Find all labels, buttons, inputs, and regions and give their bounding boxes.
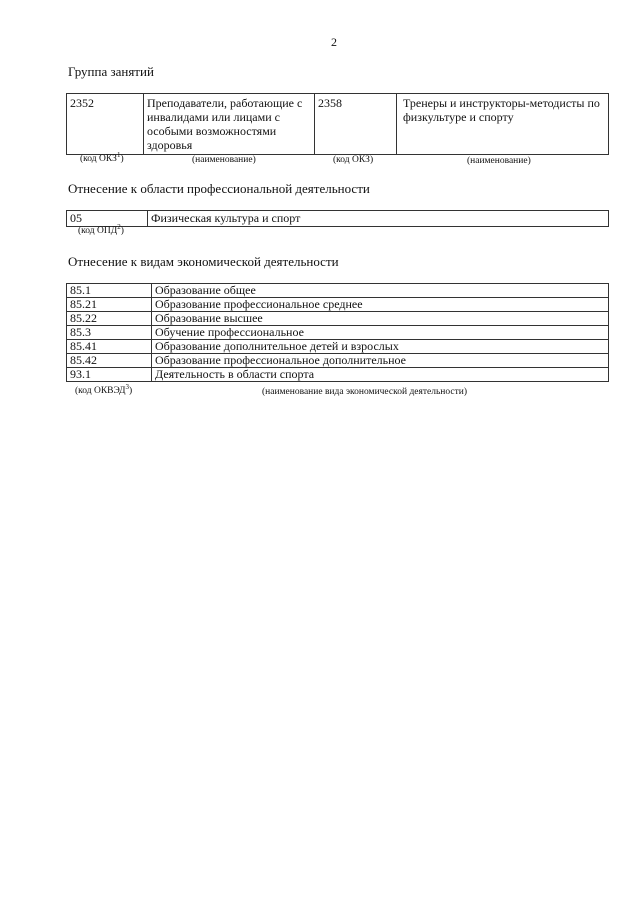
table-row [67, 298, 609, 312]
okved-name-caption: (наименование вида экономической деятельности) [262, 387, 467, 397]
okved-code-cell: 85.1 [67, 284, 152, 298]
opd-code-caption: (код ОПД$^2$) [78, 223, 124, 236]
occupation-group-table [66, 93, 609, 155]
okved-name-cell: Образование профессиональное дополнительное [152, 354, 609, 368]
okz-code-caption-2: (код ОКЗ) [333, 155, 374, 165]
okved-name-cell: Образование профессиональное среднее [152, 298, 609, 312]
occupation-group-title: Группа занятий [68, 64, 154, 79]
economic-activity-title: Отнесение к видам экономической деятельности [68, 254, 339, 269]
professional-area-table [66, 210, 609, 227]
page-number: 2 [331, 35, 337, 49]
okved-code-caption: (код ОКВЭД$^3$) [75, 383, 133, 396]
okved-code-cell: 85.22 [67, 312, 152, 326]
okved-code-cell: 85.41 [67, 340, 152, 354]
table-row [67, 368, 609, 382]
opd-code-cell: 05 [67, 211, 148, 227]
okz-code-cell: 2358 [315, 94, 397, 155]
okved-name-cell: Образование общее [152, 284, 609, 298]
table-row [67, 340, 609, 354]
okved-code-cell: 85.42 [67, 354, 152, 368]
okz-name-caption: (наименование) [192, 155, 256, 165]
table-row [67, 284, 609, 298]
okved-name-cell: Деятельность в области спорта [152, 368, 609, 382]
professional-area-title: Отнесение к области профессиональной деятельности [68, 181, 370, 196]
economic-activity-table [66, 283, 609, 382]
okved-name-cell: Обучение профессиональное [152, 326, 609, 340]
okz-code-cell: 2352 [67, 94, 144, 155]
okz-code-caption: (код ОКЗ$^1$) [80, 151, 124, 164]
table-row [67, 94, 609, 155]
okved-code-cell: 93.1 [67, 368, 152, 382]
okved-name-cell: Образование дополнительное детей и взрослых [152, 340, 609, 354]
okz-name-cell: Тренеры и инструкторы-методисты по физкультуре и спорту [397, 94, 609, 155]
okz-name-caption-2: (наименование) [467, 156, 531, 166]
okz-name-cell: Преподаватели, работающие с инвалидами или лицами с особыми возможностями здоровья [144, 94, 315, 155]
table-row [67, 326, 609, 340]
opd-name-cell: Физическая культура и спорт [148, 211, 609, 227]
table-row [67, 312, 609, 326]
table-row [67, 211, 609, 227]
table-row [67, 354, 609, 368]
okved-name-cell: Образование высшее [152, 312, 609, 326]
okved-code-cell: 85.21 [67, 298, 152, 312]
okved-code-cell: 85.3 [67, 326, 152, 340]
